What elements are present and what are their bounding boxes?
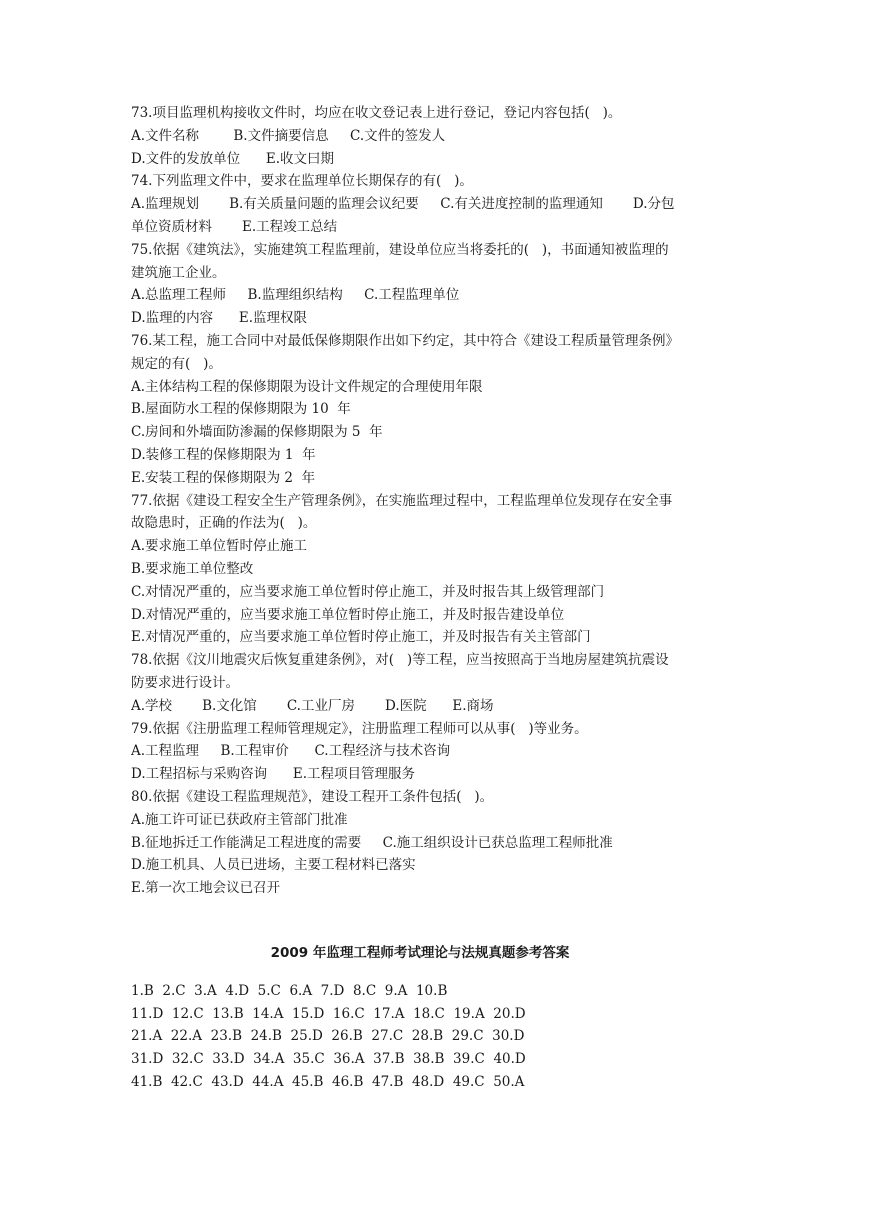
text-line: D.装修工程的保修期限为 1 年: [131, 446, 316, 463]
text-line: D.对情况严重的，应当要求施工单位暂时停止施工，并及时报告建设单位: [131, 606, 565, 623]
text-line: 规定的有( )。: [131, 355, 222, 372]
text-line: 74.下列监理文件中，要求在监理单位长期保存的有( )。: [131, 173, 473, 190]
text-line: B.要求施工单位整改: [131, 560, 254, 577]
text-line: 单位资质材料 E.工程竣工总结: [131, 218, 338, 235]
section-gap: [131, 900, 739, 940]
text-line: B.征地拆迁工作能满足工程进度的需要 C.施工组织设计已获总监理工程师批准: [131, 834, 613, 851]
text-line: C.对情况严重的，应当要求施工单位暂时停止施工，并及时报告其上级管理部门: [131, 583, 605, 600]
answer-row: 1.B 2.C 3.A 4.D 5.C 6.A 7.D 8.C 9.A 10.B: [131, 982, 448, 999]
text-line: A.总监理工程师 B.监理组织结构 C.工程监理单位: [131, 287, 460, 304]
text-line: D.监理的内容 E.监理权限: [131, 310, 308, 327]
text-line: A.工程监理 B.工程审价 C.工程经济与技术咨询: [131, 743, 451, 760]
text-line: 80.依据《建设工程监理规范》，建设工程开工条件包括( )。: [131, 788, 494, 805]
answer-row: 11.D 12.C 13.B 14.A 15.D 16.C 17.A 18.C 19.A 20.D: [131, 1005, 526, 1022]
text-line: A.施工许可证已获政府主管部门批准: [131, 811, 348, 828]
document-page: [131, 102, 739, 1094]
text-line: D.施工机具、人员已进场，主要工程材料已落实: [131, 857, 416, 874]
text-line: D.文件的发放单位 E.收文曰期: [131, 150, 335, 167]
text-line: A.要求施工单位暂时停止施工: [131, 538, 308, 555]
text-line: A.文件名称 B.文件摘要信息 C.文件的签发人: [131, 127, 446, 144]
text-line: 78.依据《汶川地震灾后恢复重建条例》，对( )等工程，应当按照高于当地房屋建筑抗震设: [131, 652, 669, 669]
text-line: 76.某工程，施工合同中对最低保修期限作出如下约定，其中符合《建设工程质量管理条例》: [131, 332, 679, 349]
text-line: A.主体结构工程的保修期限为设计文件规定的合理使用年限: [131, 378, 483, 395]
answer-row: 31.D 32.C 33.D 34.A 35.C 36.A 37.B 38.B 39.C 40.D: [131, 1051, 526, 1068]
text-line: 防要求进行设计。: [131, 674, 239, 691]
answer-row: 41.B 42.C 43.D 44.A 45.B 46.B 47.B 48.D 49.C 50.A: [131, 1074, 525, 1091]
text-line: A.学校 B.文化馆 C.工业厂房 D.医院 E.商场: [131, 697, 494, 714]
text-line: 79.依据《注册监理工程师管理规定》，注册监理工程师可以从事( )等业务。: [131, 720, 588, 737]
text-line: 77.依据《建设工程安全生产管理条例》，在实施监理过程中，工程监理单位发现存在安全事: [131, 492, 673, 509]
text-line: E.第一次工地会议已召开: [131, 880, 281, 897]
text-line: D.工程招标与采购咨询 E.工程项目管理服务: [131, 766, 416, 783]
answers-block: [131, 980, 739, 1094]
text-line: A.监理规划 B.有关质量问题的监理会议纪要 C.有关进度控制的监理通知 D.分包: [131, 196, 675, 213]
text-line: E.安装工程的保修期限为 2 年: [131, 469, 316, 486]
text-line: C.房间和外墙面防渗漏的保修期限为 5 年: [131, 424, 383, 441]
text-line: 73.项目监理机构接收文件时，均应在收文登记表上进行登记，登记内容包括( )。: [131, 105, 622, 121]
text-line: 建筑施工企业。: [131, 264, 226, 281]
text-line: 75.依据《建筑法》，实施建筑工程监理前，建设单位应当将委托的( )，书面通知被监理的: [131, 241, 669, 258]
questions-block: [131, 102, 739, 900]
answers-title: 2009 年监理工程师考试理论与法规真题参考答案: [270, 944, 570, 961]
answer-row: 21.A 22.A 23.B 24.B 25.D 26.B 27.C 28.B 29.C 30.D: [131, 1028, 525, 1045]
text-line: 故隐患时，正确的作法为( )。: [131, 515, 317, 532]
text-line: E.对情况严重的，应当要求施工单位暂时停止施工，并及时报告有关主管部门: [131, 629, 591, 646]
text-line: B.屋面防水工程的保修期限为 10 年: [131, 401, 351, 418]
